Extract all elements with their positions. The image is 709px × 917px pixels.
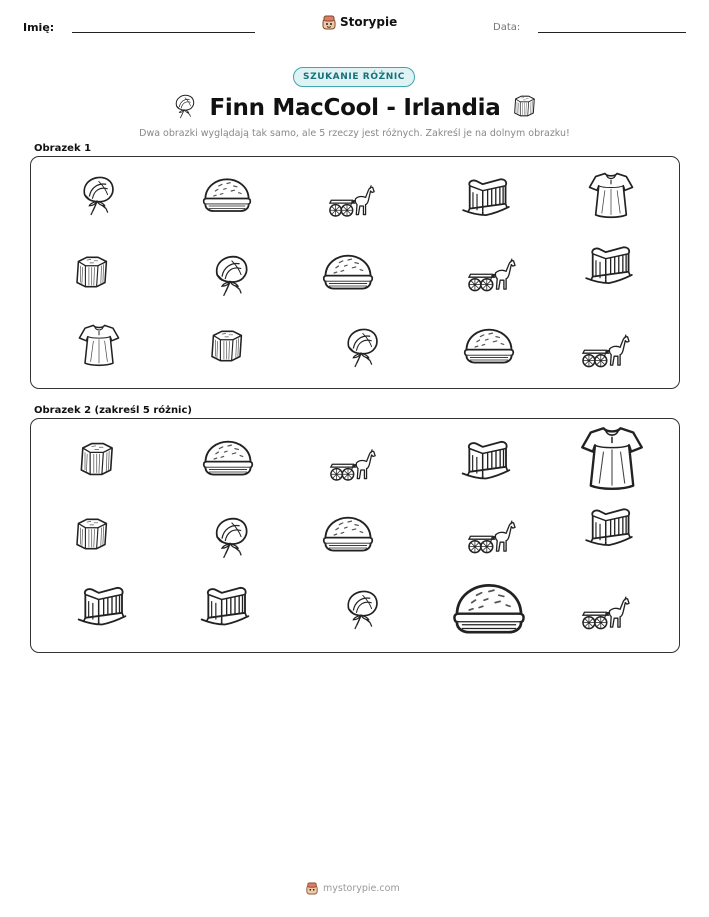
name-label: Imię: [23,21,55,34]
date-field-line[interactable] [538,32,686,33]
stump-icon [510,94,538,118]
picture-1-bonnet-icon [206,250,254,300]
category-badge: SZUKANIE RÓŻNIC [293,67,415,87]
picture-1-horse-cart-icon [466,256,518,294]
picture-2-cradle-icon[interactable] [77,584,127,630]
picture-2-bread-icon[interactable] [322,514,374,556]
footer [306,879,400,897]
date-label: Data: [493,22,521,33]
page-title: Finn MacCool - Irlandia [209,95,501,121]
section-2-label: Obrazek 2 (zakreśl 5 różnic) [34,405,192,416]
picture-1-dress-icon [78,320,120,370]
picture-2-dress-icon[interactable] [580,424,644,492]
picture-2-cradle-icon[interactable] [461,438,511,484]
picture-1-bread-icon [202,176,252,216]
mascot-icon [322,15,336,30]
brand-name: Storypie [340,15,398,29]
name-field-line[interactable] [72,32,255,33]
section-1-label: Obrazek 1 [34,143,92,154]
picture-2-cradle-icon[interactable] [200,584,250,630]
picture-2-horse-cart-icon[interactable] [580,594,632,632]
picture-2-cradle-icon[interactable] [584,506,634,550]
picture-2-bread-icon[interactable] [452,580,526,640]
picture-1-horse-cart-icon [580,332,632,370]
picture-1-bonnet-icon [338,322,384,372]
picture-1-cradle-icon [461,176,511,220]
mascot-icon [306,882,318,895]
picture-1-stump-icon [205,328,247,364]
picture-2-horse-cart-icon[interactable] [466,518,518,556]
brand-logo [322,12,397,32]
picture-1-stump-icon [70,254,112,290]
picture-1-cradle-icon [584,244,634,288]
picture-2-stump-icon[interactable] [74,440,118,478]
picture-2-bonnet-icon[interactable] [338,584,384,634]
picture-1-horse-cart-icon [327,182,377,220]
picture-2-stump-icon[interactable] [70,516,112,552]
picture-1-bread-icon [463,326,515,368]
instructions: Dwa obrazki wyglądają tak samo, ale 5 rzeczy jest różnych. Zakreśl je na dolnym obrazku! [139,128,570,139]
picture-1-bonnet-icon [74,170,120,220]
picture-2-bread-icon[interactable] [202,438,254,480]
footer-url[interactable]: mystorypie.com [323,882,400,894]
picture-1-dress-icon [588,170,634,220]
picture-2-horse-cart-icon[interactable] [328,446,378,484]
picture-2-bonnet-icon[interactable] [206,512,254,562]
picture-1-bread-icon [322,252,374,294]
